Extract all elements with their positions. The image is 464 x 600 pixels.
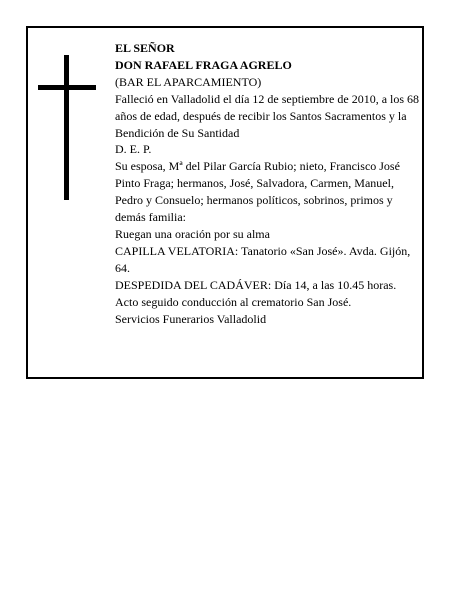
rip-line: D. E. P. xyxy=(115,142,152,157)
funeral-services-line: Servicios Funerarios Valladolid xyxy=(115,311,267,326)
notice-text xyxy=(115,40,420,327)
chapel-paragraph: CAPILLA VELATORIA: Tanatorio «San José». Avda. Gijón, 64. xyxy=(115,243,411,275)
prayer-line: Ruegan una oración por su alma xyxy=(115,226,270,241)
deceased-alias: (BAR EL APARCAMIENTO) xyxy=(115,74,262,89)
deceased-name: DON RAFAEL FRAGA AGRELO xyxy=(115,57,292,72)
cross-vertical-bar xyxy=(64,55,69,200)
latin-cross-icon xyxy=(38,55,98,200)
obituary-notice xyxy=(26,26,424,379)
title-line: EL SEÑOR xyxy=(115,41,175,55)
family-paragraph: Su esposa, Mª del Pilar García Rubio; nieto, Francisco José Pinto Fraga; hermanos, José, Salvadora, Carmen, Manuel, Pedro y Consuelo; hermanos políticos, sobrinos, primos y demás familia: xyxy=(115,159,400,225)
cross-horizontal-bar xyxy=(38,85,96,90)
farewell-paragraph: DESPEDIDA DEL CADÁVER: Día 14, a las 10.45 horas. Acto seguido conducción al crematorio San José. xyxy=(115,277,397,309)
death-paragraph: Falleció en Valladolid el día 12 de septiembre de 2010, a los 68 años de edad, después de recibir los Santos Sacramentos y la Bendición de Su Santidad xyxy=(115,91,420,140)
